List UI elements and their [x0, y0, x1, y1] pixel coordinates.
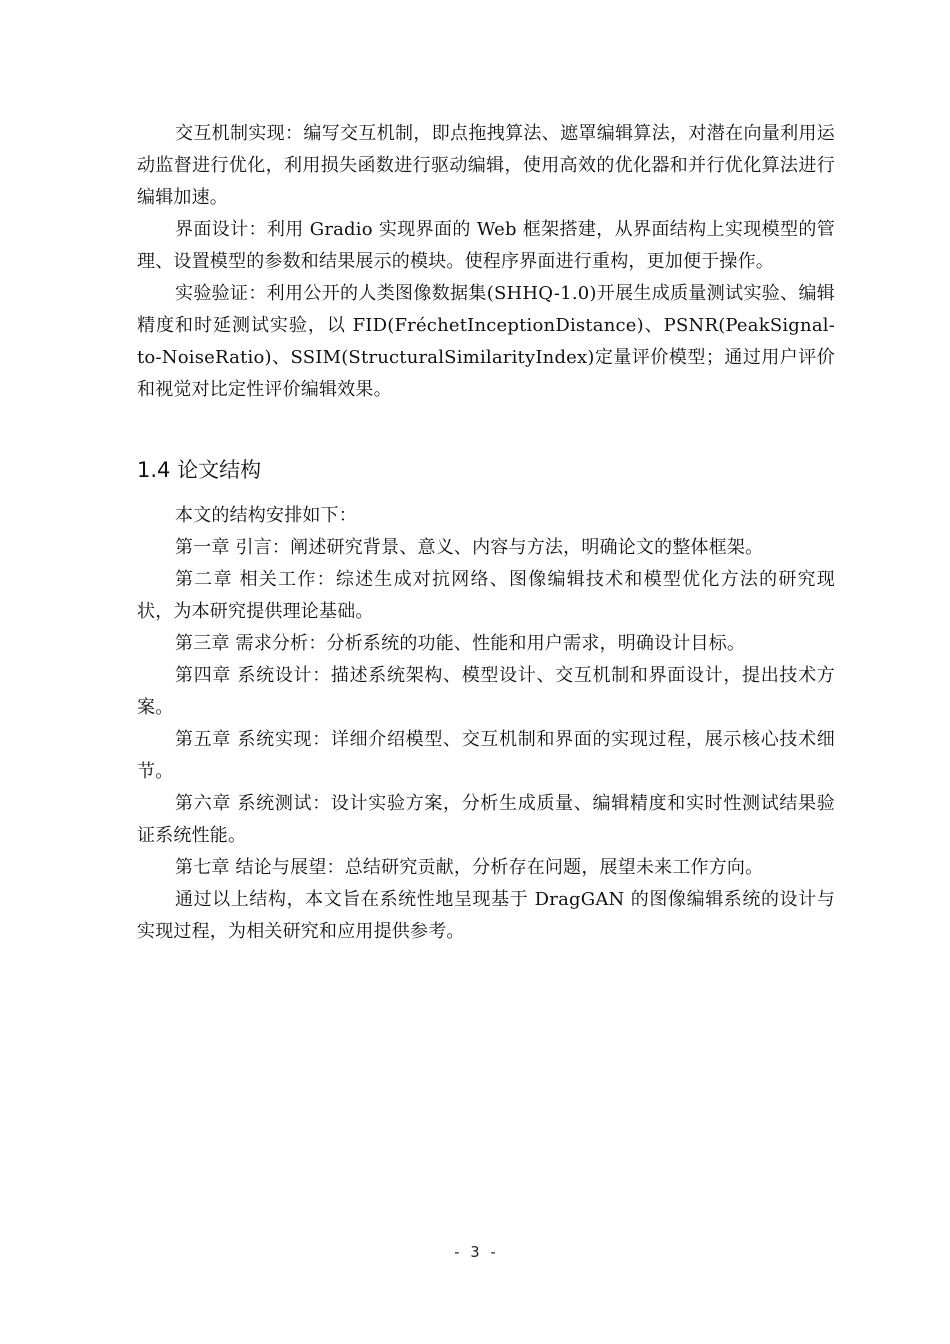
paragraph-experiment-validation: 实验验证：利用公开的人类图像数据集(SHHQ-1.0)开展生成质量测试实验、编辑精度和时延测试实验，以 FID(FréchetInceptionDistance)、PSNR(PeakSignal-to-NoiseRatio)、SSIM(StructuralSimilarityIndex)定量评价模型；通过用户评价和视觉对比定性评价编辑效果。 — [137, 283, 835, 400]
paragraph-chapter-5: 第五章 系统实现：详细介绍模型、交互机制和界面的实现过程，展示核心技术细节。 — [137, 729, 835, 782]
paragraph-chapter-4: 第四章 系统设计：描述系统架构、模型设计、交互机制和界面设计，提出技术方案。 — [137, 665, 835, 718]
page-number: - 3 - — [452, 1243, 498, 1261]
paragraph-chapter-2: 第二章 相关工作：综述生成对抗网络、图像编辑技术和模型优化方法的研究现状，为本研究提供理论基础。 — [137, 569, 835, 622]
paragraph-chapter-1: 第一章 引言：阐述研究背景、意义、内容与方法，明确论文的整体框架。 — [175, 537, 764, 558]
paragraph-conclusion: 通过以上结构，本文旨在系统性地呈现基于 DragGAN 的图像编辑系统的设计与实现过程，为相关研究和应用提供参考。 — [137, 889, 835, 942]
paragraph-structure-intro: 本文的结构安排如下： — [175, 505, 357, 526]
paragraph-interface-design: 界面设计：利用 Gradio 实现界面的 Web 框架搭建，从界面结构上实现模型的管理、设置模型的参数和结果展示的模块。使程序界面进行重构，更加便于操作。 — [137, 219, 835, 272]
paragraph-chapter-3: 第三章 需求分析：分析系统的功能、性能和用户需求，明确设计目标。 — [175, 633, 746, 654]
paragraph-chapter-7: 第七章 结论与展望：总结研究贡献，分析存在问题，展望未来工作方向。 — [175, 857, 764, 878]
section-heading: 1.4 论文结构 — [137, 458, 262, 482]
page-content — [137, 118, 835, 948]
paragraph-interaction-mechanism: 交互机制实现：编写交互机制，即点拖拽算法、遮罩编辑算法，对潜在向量利用运动监督进行优化，利用损失函数进行驱动编辑，使用高效的优化器和并行优化算法进行编辑加速。 — [137, 123, 835, 208]
paragraph-chapter-6: 第六章 系统测试：设计实验方案，分析生成质量、编辑精度和实时性测试结果验证系统性能。 — [137, 793, 835, 846]
